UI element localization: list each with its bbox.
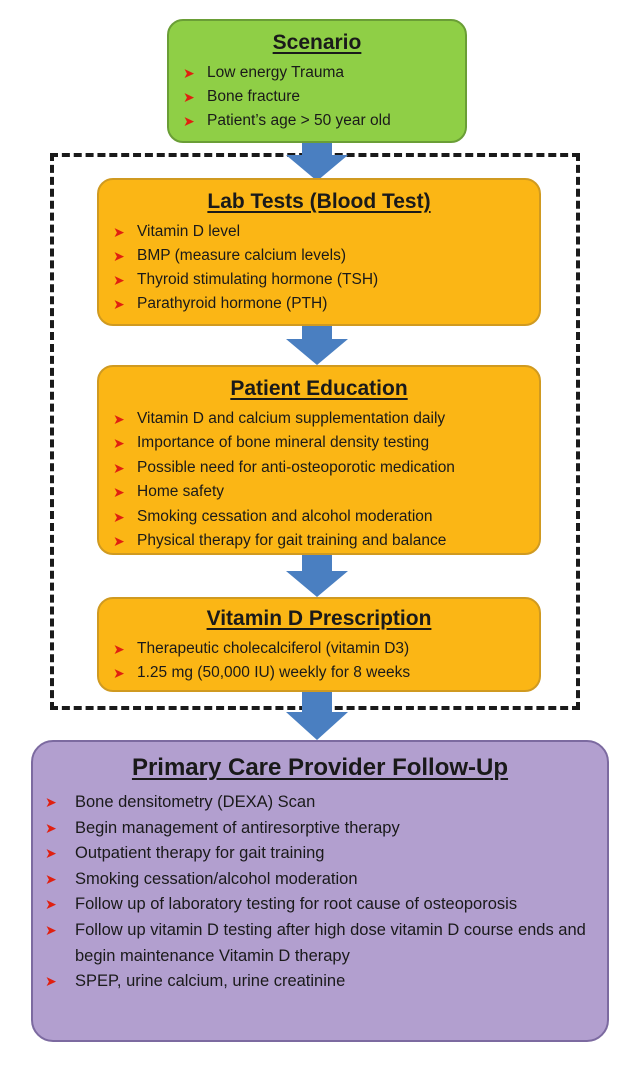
list-item-text: 1.25 mg (50,000 IU) weekly for 8 weeks	[137, 664, 411, 681]
arrow-right-icon: ➤	[45, 973, 57, 990]
flow-arrow-4	[282, 690, 352, 742]
follow-up-list	[33, 790, 607, 995]
list-item	[45, 841, 607, 867]
list-item-text: Follow up vitamin D testing after high dose vitamin D course ends and begin maintenance Vitamin D therapy	[75, 920, 586, 965]
list-item-text: Importance of bone mineral density testing	[137, 434, 430, 452]
list-item	[45, 790, 607, 816]
list-item	[45, 918, 607, 969]
flow-arrow-2	[282, 323, 352, 367]
arrow-right-icon: ➤	[113, 533, 125, 550]
list-item-text: Bone fracture	[207, 88, 301, 105]
list-item-text: Thyroid stimulating hormone (TSH)	[137, 271, 379, 288]
arrow-right-icon: ➤	[45, 921, 57, 938]
list-item	[113, 220, 539, 244]
list-item-text: Possible need for anti-osteoporotic medication	[137, 458, 455, 476]
lab-tests-box	[97, 178, 541, 326]
list-item	[45, 816, 607, 842]
list-item	[183, 61, 465, 85]
scenario-list	[169, 61, 465, 133]
list-item	[113, 292, 539, 316]
list-item	[183, 85, 465, 109]
arrow-right-icon: ➤	[45, 896, 57, 913]
list-item	[113, 505, 539, 529]
list-item	[113, 268, 539, 292]
list-item-text: Low energy Trauma	[207, 64, 344, 81]
list-item	[45, 867, 607, 893]
arrow-right-icon: ➤	[183, 89, 195, 105]
flow-arrow-3	[282, 553, 352, 599]
list-item-text: Vitamin D and calcium supplementation daily	[137, 410, 446, 427]
list-item	[45, 969, 607, 995]
scenario-title: Scenario	[272, 31, 362, 54]
arrow-right-icon: ➤	[183, 113, 195, 129]
arrow-right-icon: ➤	[113, 296, 125, 312]
vitamin-d-prescription-title: Vitamin D Prescription	[206, 607, 432, 630]
arrow-right-icon: ➤	[113, 459, 125, 476]
follow-up-title: Primary Care Provider Follow-Up	[131, 754, 509, 781]
vitamin-d-prescription-box	[97, 597, 541, 692]
flow-arrow-1	[282, 141, 352, 183]
lab-tests-list	[99, 220, 539, 316]
arrow-right-icon: ➤	[113, 641, 125, 657]
patient-education-list	[99, 407, 539, 553]
arrow-right-icon: ➤	[45, 819, 57, 836]
list-item	[183, 109, 465, 133]
list-item-text: Follow up of laboratory testing for root cause of osteoporosis	[75, 895, 518, 914]
list-item-text: Therapeutic cholecalciferol (vitamin D3)	[137, 640, 410, 657]
list-item-text: Begin management of antiresorptive therapy	[75, 818, 400, 837]
arrow-right-icon: ➤	[45, 845, 57, 862]
list-item	[113, 661, 539, 685]
arrow-right-icon: ➤	[113, 224, 125, 240]
follow-up-box	[31, 740, 609, 1042]
list-item	[113, 480, 539, 504]
arrow-right-icon: ➤	[113, 435, 125, 452]
list-item	[113, 431, 539, 455]
list-item	[113, 244, 539, 268]
list-item-text: Parathyroid hormone (PTH)	[137, 295, 328, 312]
list-item-text: SPEP, urine calcium, urine creatinine	[75, 972, 346, 991]
list-item-text: Physical therapy for gait training and balance	[137, 532, 447, 550]
list-item	[45, 892, 607, 918]
list-item-text: Home safety	[137, 483, 225, 501]
patient-education-box	[97, 365, 541, 555]
vitamin-d-prescription-list	[99, 637, 539, 685]
list-item-text: Bone densitometry (DEXA) Scan	[75, 793, 316, 811]
list-item-text: Vitamin D level	[137, 223, 241, 240]
patient-education-title: Patient Education	[230, 377, 408, 400]
arrow-right-icon: ➤	[45, 870, 57, 887]
list-item-text: Smoking cessation and alcohol moderation	[137, 507, 433, 525]
arrow-right-icon: ➤	[183, 65, 195, 81]
arrow-right-icon: ➤	[113, 411, 125, 427]
arrow-right-icon: ➤	[113, 484, 125, 501]
list-item-text: Smoking cessation/alcohol moderation	[75, 869, 358, 888]
list-item	[113, 637, 539, 661]
list-item-text: Outpatient therapy for gait training	[75, 844, 325, 863]
lab-tests-title: Lab Tests (Blood Test)	[207, 190, 431, 213]
arrow-right-icon: ➤	[45, 794, 57, 810]
arrow-right-icon: ➤	[113, 665, 125, 681]
scenario-box	[167, 19, 467, 143]
list-item-text: BMP (measure calcium levels)	[137, 247, 347, 264]
list-item	[113, 529, 539, 553]
arrow-right-icon: ➤	[113, 272, 125, 288]
list-item-text: Patient’s age > 50 year old	[207, 112, 391, 129]
list-item	[113, 456, 539, 480]
list-item	[113, 407, 539, 431]
arrow-right-icon: ➤	[113, 508, 125, 525]
arrow-right-icon: ➤	[113, 248, 125, 264]
